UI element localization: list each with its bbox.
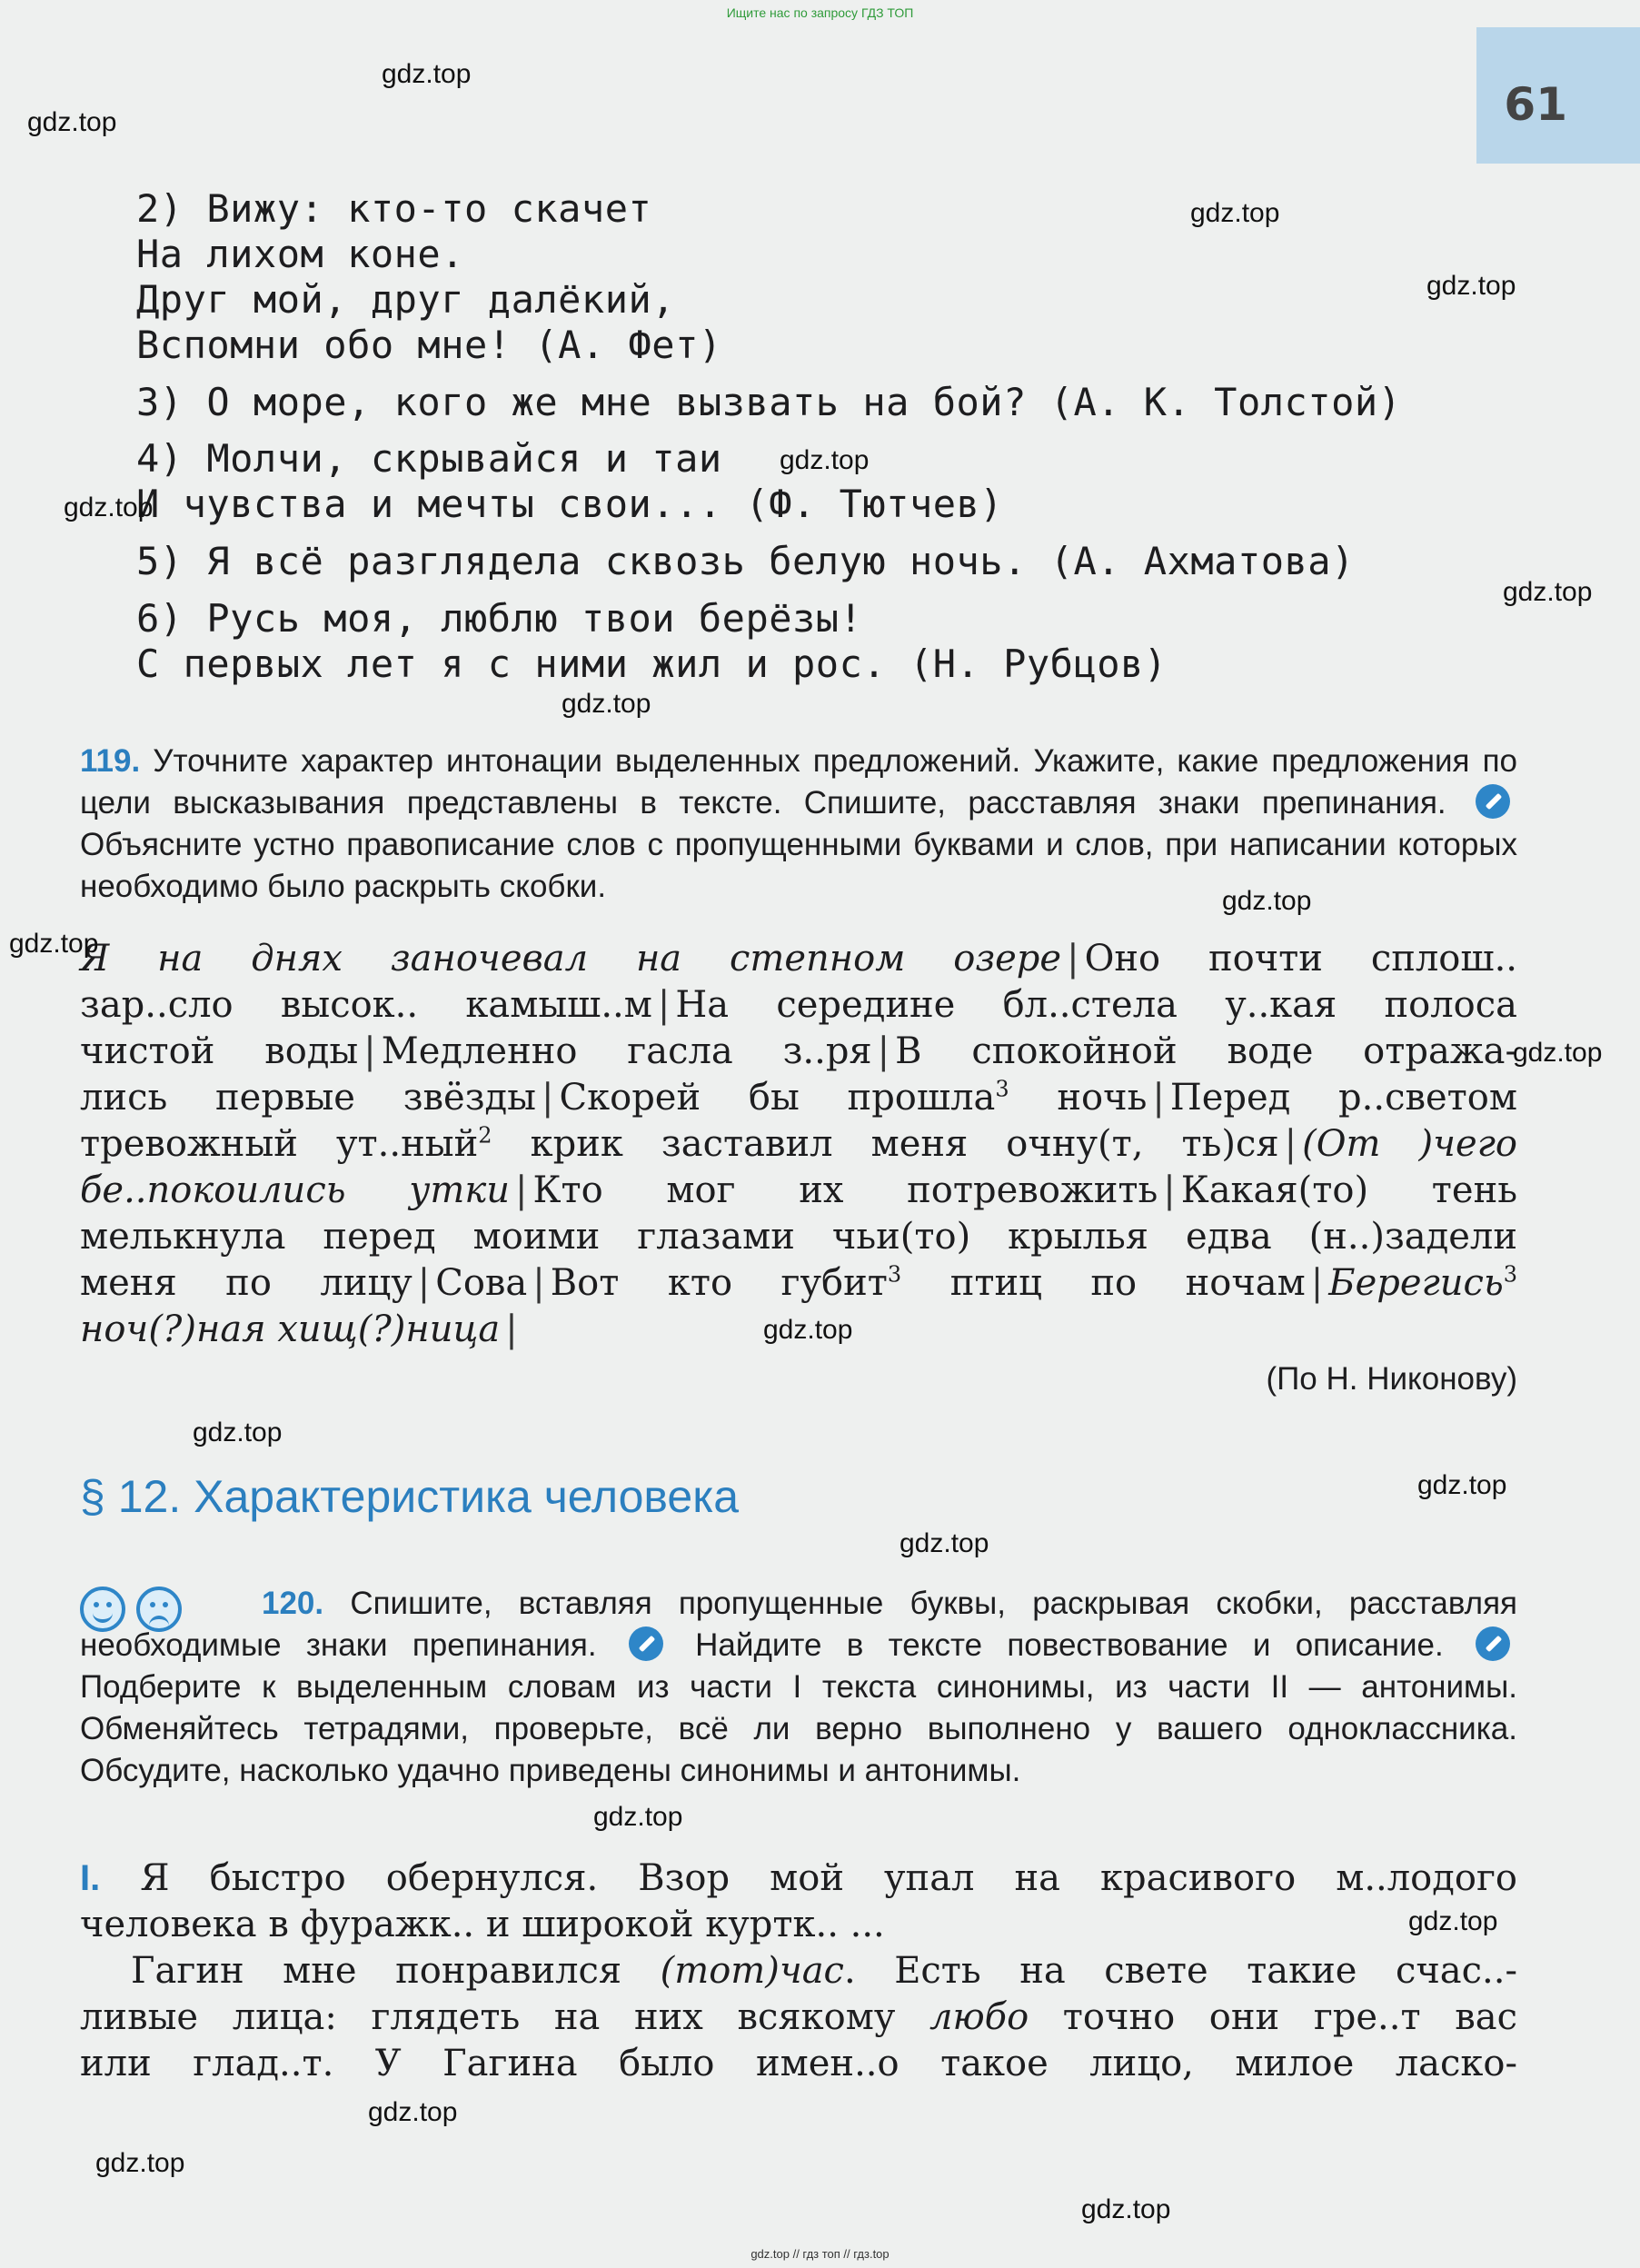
task-text: Спишите, вставляя пропущенные буквы, раскрывая скобки, расставляя необходимые знаки препинания. <box>80 1586 1517 1663</box>
task-120 <box>80 1583 1517 1792</box>
text-line: I. Я быстро обернулся. Взор мой упал на красивого м..лодого <box>80 1857 1517 1899</box>
text-line: меня по лицу | Сова | Вот кто губит$^3$ птиц по ночам | Берегись$^3$ <box>80 1261 1517 1304</box>
text-line: зар..сло высок.. камыш..м | На середине бл..стела у..кая полоса <box>80 984 1517 1026</box>
watermark: gdz.top <box>763 1315 853 1345</box>
task-text: Объясните устно правописание слов с пропущенными буквами и слов, при написании которых необходимо было раскрыть скобки. <box>80 827 1517 904</box>
text-line: или глад..т. У Гагина было имен..о такое лицо, милое ласко- <box>80 2043 1517 2084</box>
pencil-icon <box>1476 784 1510 819</box>
watermark: gdz.top <box>9 929 99 959</box>
text-line: Гагин мне понравился (тот)час. Есть на свете такие счас..- <box>131 1950 1517 1992</box>
task-text: Найдите в тексте повествование и описание. <box>695 1627 1444 1663</box>
watermark: gdz.top <box>1222 886 1312 916</box>
pencil-icon <box>629 1626 663 1661</box>
task-text: Подберите к выделенным словам из части I текста синонимы, из части II — антонимы. Обменяйтесь тетрадями, проверьте, всё ли верно выполнено у вашего одноклассника. Обсудите, насколько удачно приведены синонимы и антонимы. <box>80 1669 1517 1788</box>
watermark: gdz.top <box>193 1418 283 1447</box>
poem-line: 6) Русь моя, люблю твои берёзы! <box>136 596 863 641</box>
text-source: (По Н. Никонову) <box>1266 1361 1517 1397</box>
watermark: gdz.top <box>780 445 870 475</box>
poem-line: Друг мой, друг далёкий, <box>136 277 676 322</box>
watermark: gdz.top <box>368 2097 458 2127</box>
watermark: gdz.top <box>593 1802 683 1832</box>
poem-line: 4) Молчи, скрывайся и таи <box>136 436 722 481</box>
watermark: gdz.top <box>1513 1038 1603 1068</box>
poem-line: И чувства и мечты свои... (Ф. Тютчев) <box>136 482 1004 526</box>
exercise-text-119 <box>80 936 1517 1353</box>
section-title: § 12. Характеристика человека <box>80 1471 740 1522</box>
text-line: бе..покоились утки | Кто мог их потревожить | Какая(то) тень <box>80 1169 1518 1211</box>
text-line: ливые лица: глядеть на них всякому любо точно они гре..т вас <box>80 1996 1517 2038</box>
watermark: gdz.top <box>95 2148 185 2178</box>
footer: gdz.top // гдз топ // гдз.top <box>750 2247 890 2261</box>
watermark: gdz.top <box>1081 2194 1171 2224</box>
page-number: 61 <box>1504 78 1567 131</box>
text-line: тревожный ут..ный$^2$ крик заставил меня очну(т, ть)ся | (От )чего <box>80 1122 1517 1165</box>
text-line: Я на днях заночевал на степном озере | Оно почти сплош.. <box>80 938 1517 980</box>
task-119 <box>80 741 1517 908</box>
watermark: gdz.top <box>382 59 472 89</box>
poem-line: Вспомни обо мне! (А. Фет) <box>136 323 722 367</box>
text-line: мелькнула перед моими глазами чьи(то) крылья едва (н..)задели <box>80 1216 1517 1258</box>
watermark: gdz.top <box>1190 198 1280 228</box>
task-number: 120. <box>262 1586 324 1621</box>
watermark: gdz.top <box>64 492 154 522</box>
poem-line: 2) Вижу: кто-то скачет <box>136 186 652 231</box>
task-number: 119. <box>80 743 141 779</box>
watermark: gdz.top <box>562 689 651 719</box>
watermark: gdz.top <box>1503 577 1593 607</box>
part-marker: I. <box>80 1858 101 1898</box>
watermark: gdz.top <box>1417 1470 1507 1500</box>
pencil-icon <box>1476 1626 1510 1661</box>
top-banner: Ищите нас по запросу ГДЗ ТОП <box>726 5 914 20</box>
poem-line: 3) О море, кого же мне вызвать на бой? (А. К. Толстой) <box>136 380 1402 424</box>
poem-line: С первых лет я с ними жил и рос. (Н. Рубцов) <box>136 642 1168 686</box>
text-line: ноч(?)ная хищ(?)ница | <box>80 1308 518 1350</box>
text-line: чистой воды | Медленно гасла з..ря | В спокойной воде отража- <box>80 1030 1517 1072</box>
text-line: человека в фуражк.. и широкой куртк.. ... <box>80 1904 885 1945</box>
poem-line: 5) Я всё разглядела сквозь белую ночь. (А. Ахматова) <box>136 539 1355 583</box>
task-text: Уточните характер интонации выделенных предложений. Укажите, какие предложения по цели высказывания представлены в тексте. Спишите, расставляя знаки препинания. <box>80 743 1517 821</box>
watermark: gdz.top <box>1408 1906 1498 1936</box>
exercise-text-120 <box>80 1855 1517 2087</box>
text-line: лись первые звёзды | Скорей бы прошла$^3$ ночь | Перед р..светом <box>80 1076 1517 1119</box>
watermark: gdz.top <box>900 1528 989 1558</box>
poem-line: На лихом коне. <box>136 232 465 276</box>
watermark: gdz.top <box>27 107 117 137</box>
watermark: gdz.top <box>1426 271 1516 301</box>
